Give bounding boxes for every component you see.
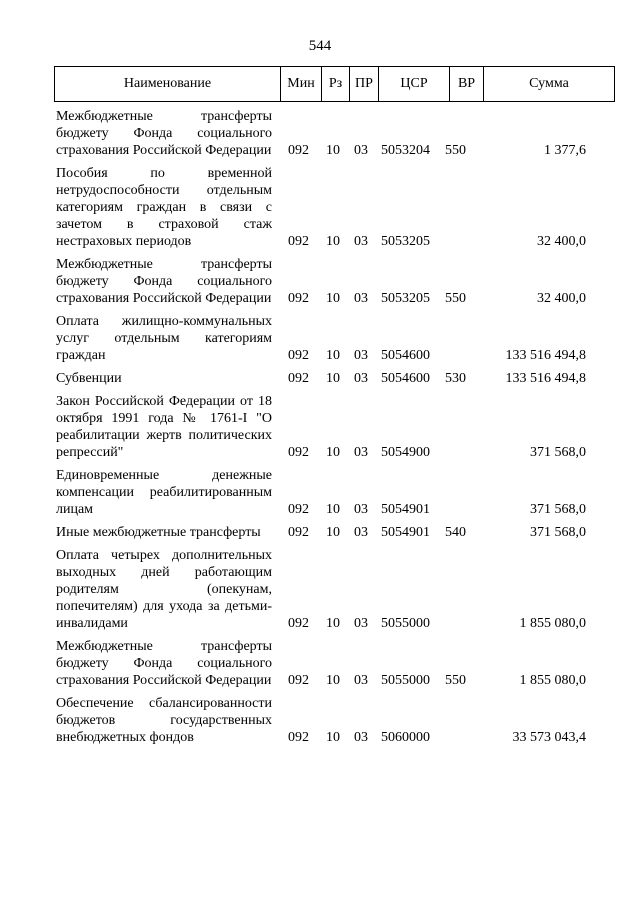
cell-sum: 32 400,0 bbox=[537, 291, 586, 306]
cell-vr: 550 bbox=[445, 291, 466, 306]
table-row bbox=[56, 256, 586, 307]
cell-csr: 5053205 bbox=[381, 234, 430, 249]
row-cells bbox=[56, 290, 586, 307]
cell-csr: 5054900 bbox=[381, 445, 430, 460]
header-sum: Сумма bbox=[529, 76, 569, 91]
header-name: Наименование bbox=[55, 67, 281, 101]
cell-min: 092 bbox=[288, 445, 309, 460]
row-name: Пособия по временной нетрудоспособности отдельным категориям граждан в связи с зачетом в страховой стаж нестраховых периодов bbox=[56, 166, 272, 249]
cell-csr: 5054600 bbox=[381, 371, 430, 386]
row-name: Оплата четырех дополнительных выходных дней работающим родителям (опекунам, попечителям) для ухода за детьми-инвалидами bbox=[56, 548, 272, 631]
cell-csr: 5060000 bbox=[381, 730, 430, 745]
cell-csr: 5054901 bbox=[381, 525, 430, 540]
row-cells bbox=[56, 672, 586, 689]
cell-pr: 03 bbox=[354, 143, 368, 158]
row-cells bbox=[56, 729, 586, 746]
cell-vr: 540 bbox=[445, 525, 466, 540]
header-min: Мин bbox=[281, 67, 322, 101]
table-row bbox=[56, 313, 586, 364]
row-name: Оплата жилищно-коммунальных услуг отдельным категориям граждан bbox=[56, 314, 272, 363]
row-name: Единовременные денежные компенсации реабилитированным лицам bbox=[56, 468, 272, 517]
cell-min: 092 bbox=[288, 291, 309, 306]
cell-pr: 03 bbox=[354, 616, 368, 631]
table-row bbox=[56, 524, 586, 541]
cell-sum: 33 573 043,4 bbox=[512, 730, 586, 745]
cell-csr: 5055000 bbox=[381, 616, 430, 631]
row-cells bbox=[56, 142, 586, 159]
row-name: Обеспечение сбалансированности бюджетов государственных внебюджетных фондов bbox=[56, 696, 272, 745]
header-vr: ВР bbox=[450, 67, 484, 101]
cell-min: 092 bbox=[288, 502, 309, 517]
cell-sum: 371 568,0 bbox=[530, 525, 586, 540]
cell-sum: 371 568,0 bbox=[530, 445, 586, 460]
cell-min: 092 bbox=[288, 525, 309, 540]
cell-vr: 550 bbox=[445, 673, 466, 688]
cell-sum: 1 855 080,0 bbox=[519, 673, 586, 688]
cell-pr: 03 bbox=[354, 525, 368, 540]
cell-min: 092 bbox=[288, 143, 309, 158]
cell-pr: 03 bbox=[354, 445, 368, 460]
cell-csr: 5054600 bbox=[381, 348, 430, 363]
cell-rz: 10 bbox=[326, 291, 340, 306]
table-header bbox=[54, 66, 615, 102]
header-pr: ПР bbox=[350, 67, 379, 101]
cell-rz: 10 bbox=[326, 730, 340, 745]
cell-csr: 5053205 bbox=[381, 291, 430, 306]
cell-min: 092 bbox=[288, 234, 309, 249]
cell-sum: 1 855 080,0 bbox=[519, 616, 586, 631]
cell-pr: 03 bbox=[354, 371, 368, 386]
cell-vr: 530 bbox=[445, 371, 466, 386]
header-csr: ЦСР bbox=[379, 67, 450, 101]
table-row bbox=[56, 108, 586, 159]
cell-csr: 5053204 bbox=[381, 143, 430, 158]
cell-rz: 10 bbox=[326, 143, 340, 158]
cell-vr: 550 bbox=[445, 143, 466, 158]
row-name: Субвенции bbox=[56, 371, 122, 386]
row-name: Межбюджетные трансферты бюджету Фонда социального страхования Российской Федерации bbox=[56, 257, 272, 306]
header-rz: Рз bbox=[322, 67, 350, 101]
row-cells bbox=[56, 347, 586, 364]
row-cells bbox=[56, 444, 586, 461]
cell-pr: 03 bbox=[354, 348, 368, 363]
row-cells bbox=[56, 615, 586, 632]
cell-min: 092 bbox=[288, 616, 309, 631]
table-row bbox=[56, 467, 586, 518]
cell-pr: 03 bbox=[354, 673, 368, 688]
cell-sum: 133 516 494,8 bbox=[505, 348, 586, 363]
row-cells bbox=[56, 501, 586, 518]
cell-rz: 10 bbox=[326, 525, 340, 540]
cell-rz: 10 bbox=[326, 445, 340, 460]
row-cells bbox=[56, 524, 586, 541]
row-cells bbox=[56, 370, 586, 387]
cell-rz: 10 bbox=[326, 616, 340, 631]
page-number: 544 bbox=[308, 38, 332, 54]
row-cells bbox=[56, 233, 586, 250]
cell-csr: 5055000 bbox=[381, 673, 430, 688]
row-name: Закон Российской Федерации от 18 октября 1991 года № 1761-I "О реабилитации жертв политических репрессий" bbox=[56, 394, 272, 460]
cell-rz: 10 bbox=[326, 348, 340, 363]
table-row bbox=[56, 695, 586, 746]
table-body bbox=[56, 108, 586, 752]
cell-sum: 32 400,0 bbox=[537, 234, 586, 249]
cell-csr: 5054901 bbox=[381, 502, 430, 517]
table-row bbox=[56, 393, 586, 461]
cell-min: 092 bbox=[288, 371, 309, 386]
cell-min: 092 bbox=[288, 673, 309, 688]
cell-pr: 03 bbox=[354, 730, 368, 745]
cell-rz: 10 bbox=[326, 673, 340, 688]
table-row bbox=[56, 370, 586, 387]
table-row bbox=[56, 547, 586, 632]
cell-sum: 1 377,6 bbox=[544, 143, 586, 158]
cell-sum: 371 568,0 bbox=[530, 502, 586, 517]
cell-min: 092 bbox=[288, 348, 309, 363]
row-name: Иные межбюджетные трансферты bbox=[56, 525, 261, 540]
cell-rz: 10 bbox=[326, 234, 340, 249]
cell-pr: 03 bbox=[354, 291, 368, 306]
cell-rz: 10 bbox=[326, 371, 340, 386]
cell-sum: 133 516 494,8 bbox=[505, 371, 586, 386]
cell-min: 092 bbox=[288, 730, 309, 745]
cell-rz: 10 bbox=[326, 502, 340, 517]
cell-pr: 03 bbox=[354, 234, 368, 249]
table-row bbox=[56, 165, 586, 250]
cell-pr: 03 bbox=[354, 502, 368, 517]
row-name: Межбюджетные трансферты бюджету Фонда социального страхования Российской Федерации bbox=[56, 109, 272, 158]
table-row bbox=[56, 638, 586, 689]
row-name: Межбюджетные трансферты бюджету Фонда социального страхования Российской Федерации bbox=[56, 639, 272, 688]
